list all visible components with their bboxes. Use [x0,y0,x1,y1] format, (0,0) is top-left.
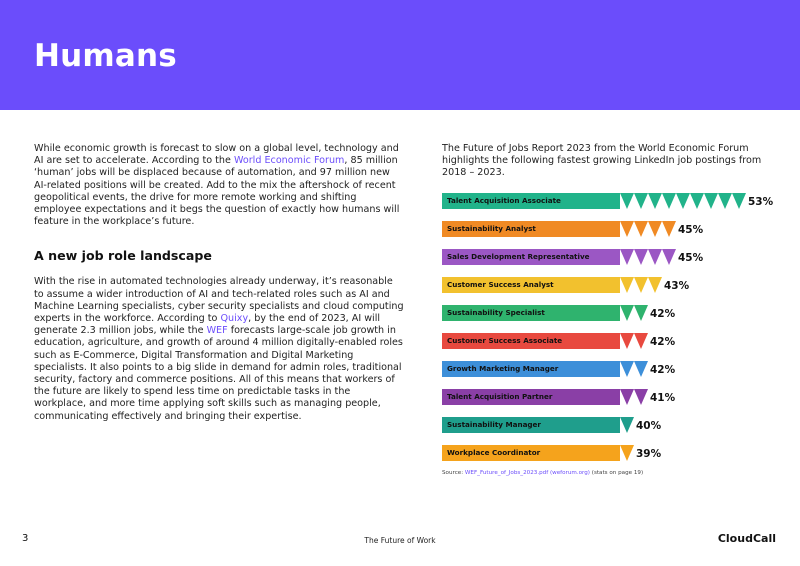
arrow-chevron [620,389,634,405]
arrow-chevron [634,333,648,349]
arrow-chevron [620,193,634,209]
bar-value-label: 39% [636,448,662,460]
section-subheading: A new job role landscape [34,248,212,264]
arrow-chevron [648,277,662,293]
bar-value-label: 42% [650,308,676,320]
arrow-chevron [620,361,634,377]
job-postings-chart [442,193,782,465]
arrow-chevron [648,221,662,237]
bar-label: Sustainability Specialist [447,308,545,317]
footer-title: The Future of Work [364,536,436,545]
arrow-chevron [634,193,648,209]
source-prefix: Source: [442,470,465,476]
right-column [442,143,762,180]
page-title: Humans [34,38,177,74]
bar-value-label: 42% [650,336,676,348]
inline-link[interactable]: WEF [206,325,228,337]
paragraph-text: While economic growth is forecast to slow on a global level, technology and AI are set to accelerate. According to the [34,143,399,167]
bar-value-label: 40% [636,420,662,432]
paragraph-text: , by the end of 2023, AI will generate 2.3 million jobs, while the [34,313,381,337]
page-number: 3 [22,533,29,544]
bar-arrows [620,333,648,349]
bar-arrows [620,277,662,293]
arrow-chevron [648,193,662,209]
arrow-chevron [620,417,634,433]
arrow-chevron [634,277,648,293]
arrow-chevron [634,249,648,265]
arrow-chevron [648,249,662,265]
arrow-chevron [634,389,648,405]
bar-label: Customer Success Analyst [447,280,554,289]
bar-arrows [620,305,648,321]
arrow-chevron [662,221,676,237]
bar-arrows [620,193,746,209]
page-header [0,0,800,110]
arrow-chevron [620,249,634,265]
bar-value-label: 45% [678,224,704,236]
arrow-chevron [620,221,634,237]
arrow-chevron [634,361,648,377]
source-suffix: (stats on page 19) [589,470,644,476]
arrow-chevron [718,193,732,209]
arrow-chevron [620,333,634,349]
job-landscape-paragraph [34,276,404,422]
bar-label: Sustainability Analyst [447,224,536,233]
arrow-chevron [634,221,648,237]
source-note [442,470,643,476]
arrow-chevron [732,193,746,209]
arrow-chevron [690,193,704,209]
bar-label: Talent Acquisition Associate [447,196,561,205]
bar-arrows [620,221,676,237]
arrow-chevron [620,277,634,293]
arrow-chevron [620,305,634,321]
inline-link[interactable]: Quixy [220,313,249,325]
arrow-chevron [676,193,690,209]
paragraph-text: , 85 million ‘human’ jobs will be displaced because of automation, and 97 million new AI-related positions will be created. Add to the mix the aftershock of recent geopolitical events, the drive for more remote working and shifting employee expectations and it begs the question of exactly how humans will feature in the workplace’s future. [34,155,400,228]
inline-link[interactable]: World Economic Forum [233,155,345,167]
bar-value-label: 43% [664,280,690,292]
bar-arrows [620,249,676,265]
bar-arrows [620,389,648,405]
bar-arrows [620,361,648,377]
arrow-chevron [620,445,634,461]
arrow-chevron [704,193,718,209]
bar-value-label: 42% [650,364,676,376]
arrow-chevron [662,193,676,209]
bar-label: Workplace Coordinator [447,448,541,457]
source-link[interactable]: WEF_Future_of_Jobs_2023.pdf (weforum.org) [464,470,590,476]
left-column [34,143,404,423]
paragraph-text: With the rise in automated technologies already underway, it’s reasonable to assume a wider introduction of AI and tech-related roles such as AI and Machine Learning specialists, cyber security specialists and cloud computing experts in the workforce. According to [34,276,404,325]
bar-label: Customer Success Associate [447,336,563,345]
bar-label: Talent Acquisition Partner [447,392,553,401]
arrow-chevron [662,249,676,265]
bar-arrows [620,417,634,433]
arrow-chevron [634,305,648,321]
bar-arrows [620,445,634,461]
bar-label: Growth Marketing Manager [447,364,559,373]
bar-value-label: 45% [678,252,704,264]
intro-paragraph [34,143,404,228]
paragraph-text: forecasts large-scale job growth in education, agriculture, and growth of around 4 million digitally-enabled roles such as E-Commerce, Digital Transformation and Digital Marketing specialists. It also points to a big slide in demand for admin roles, traditional security, factory and commerce positions. All of this means that workers of the future are likely to spend less time on predictable tasks in the workplace, and more time applying soft skills such as managing people, communicating effectively and bringing their expertise. [34,325,403,422]
bar-label: Sustainability Manager [447,420,541,429]
brand-logo: CloudCall [717,532,776,545]
chart-intro: The Future of Jobs Report 2023 from the World Economic Forum highlights the following fastest growing LinkedIn job postings from 2018 – 2023. [442,143,762,179]
bar-value-label: 53% [748,196,774,208]
bar-value-label: 41% [650,392,676,404]
bar-label: Sales Development Representative [447,252,590,261]
